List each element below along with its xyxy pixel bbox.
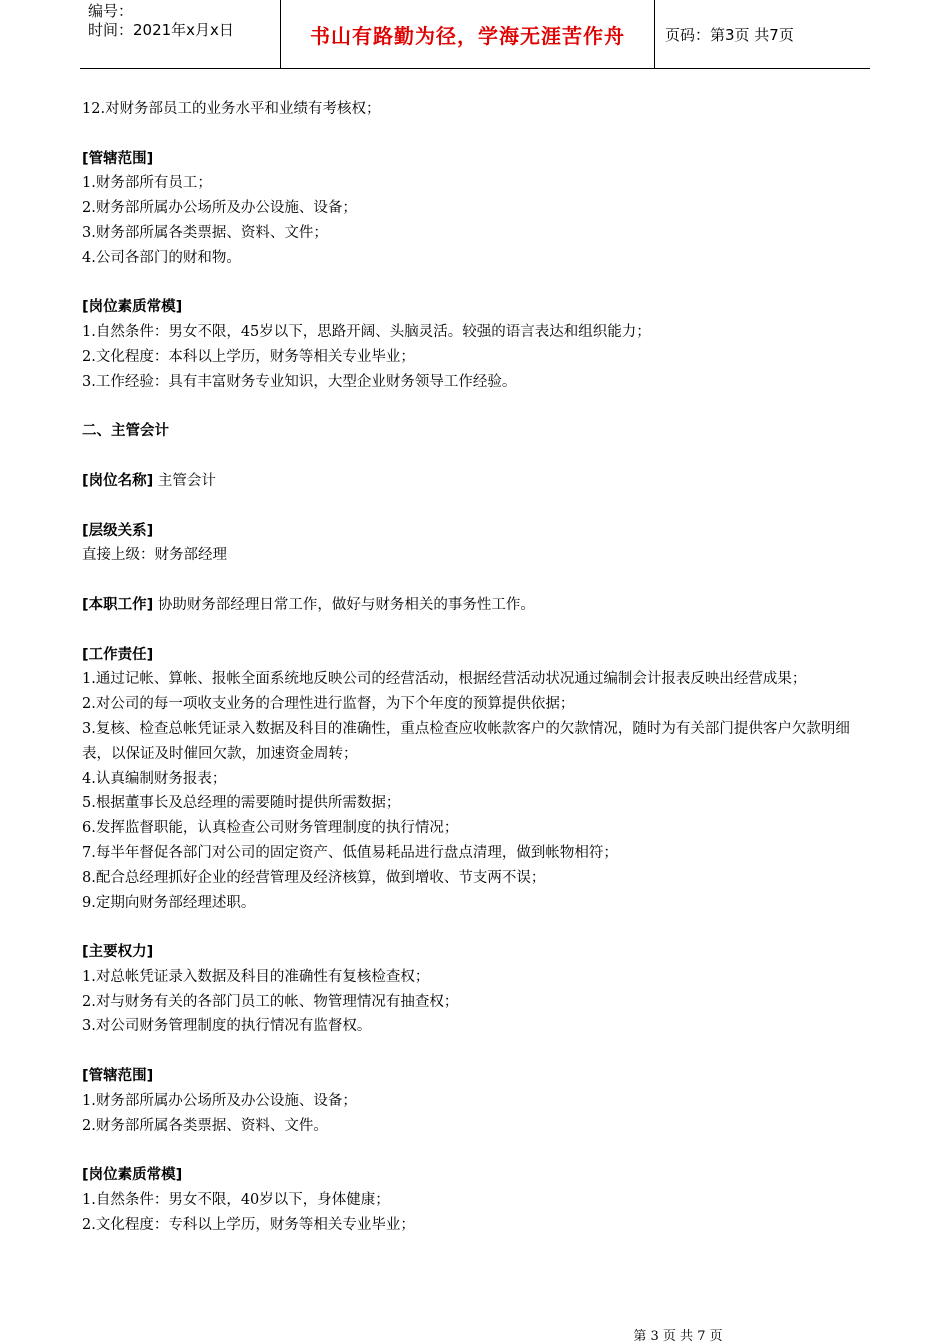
header-page-info: 页码：第3页 共7页 — [665, 25, 794, 44]
section-heading-qualification: [岗位素质常模] — [82, 299, 183, 316]
power-heading: [主要权力] — [82, 944, 154, 961]
list-item: 1.自然条件：男女不限，40岁以下，身体健康； — [82, 1192, 390, 1209]
responsibility-heading: [工作责任] — [82, 646, 154, 663]
paragraph-line: 12.对财务部员工的业务水平和业绩有考核权； — [82, 101, 381, 117]
qualification2-heading: [岗位素质常模] — [82, 1167, 183, 1184]
list-item: 2.对公司的每一项收支业务的合理性进行监督，为下个年度的预算提供依据； — [82, 696, 575, 713]
list-item: 3.对公司财务管理制度的执行情况有监督权。 — [82, 1018, 372, 1035]
scope2-heading: [管辖范围] — [82, 1068, 154, 1085]
list-item: 8.配合总经理抓好企业的经营管理及经济核算，做到增收、节支两不误； — [82, 869, 546, 886]
list-item: 3.工作经验：具有丰富财务专业知识，大型企业财务领导工作经验。 — [82, 373, 517, 390]
page-footer: 第 3 页 共 7 页 — [633, 1329, 723, 1344]
list-item: 2.文化程度：专科以上学历，财务等相关专业毕业； — [82, 1216, 415, 1233]
level-value: 直接上级：财务部经理 — [82, 547, 227, 564]
list-item: 2.对与财务有关的各部门员工的帐、物管理情况有抽查权； — [82, 993, 459, 1010]
header-left-cell — [80, 0, 281, 68]
post-name-heading: [岗位名称] — [82, 472, 154, 489]
header-number-label: 编号： — [88, 2, 134, 20]
page-header — [80, 0, 870, 69]
list-item: 2.财务部所属办公场所及办公设施、设备； — [82, 200, 357, 217]
list-item: 2.财务部所属各类票据、资料、文件。 — [82, 1117, 328, 1134]
header-motto: 书山有路勤为径，学海无涯苦作舟 — [281, 0, 655, 68]
list-item: 1.财务部所属办公场所及办公设施、设备； — [82, 1092, 357, 1109]
chapter-title: 二、主管会计 — [82, 423, 169, 440]
post-name-value: 主管会计 — [157, 472, 216, 489]
list-item: 6.发挥监督职能，认真检查公司财务管理制度的执行情况； — [82, 820, 459, 837]
list-item: 9.定期向财务部经理述职。 — [82, 894, 256, 911]
list-item: 1.通过记帐、算帐、报帐全面系统地反映公司的经营活动，根据经营活动状况通过编制会计报表反映出经营成果； — [82, 671, 807, 688]
list-item: 4.公司各部门的财和物。 — [82, 249, 241, 266]
section-heading-scope: [管辖范围] — [82, 150, 154, 167]
duty-line — [82, 593, 872, 618]
header-time-label: 时间：2021年x月x日 — [88, 21, 234, 39]
duty-heading: [本职工作] — [82, 596, 154, 613]
document-body — [82, 97, 872, 1238]
list-item: 3.财务部所属各类票据、资料、文件； — [82, 224, 328, 241]
list-item: 7.每半年督促各部门对公司的固定资产、低值易耗品进行盘点清理，做到帐物相符； — [82, 844, 618, 861]
list-item: 1.对总帐凭证录入数据及科目的准确性有复核检查权； — [82, 968, 430, 985]
list-item: 3.复核、检查总帐凭证录入数据及科目的准确性，重点检查应收帐款客户的欠款情况，随时为有关部门提供客户欠款明细表，以保证及时催回欠款，加速资金周转； — [82, 720, 850, 762]
list-item: 1.财务部所有员工； — [82, 175, 212, 192]
post-name-line — [82, 469, 872, 494]
list-item: 1.自然条件：男女不限，45岁以下，思路开阔、头脑灵活。较强的语言表达和组织能力； — [82, 324, 651, 341]
duty-value: 协助财务部经理日常工作，做好与财务相关的事务性工作。 — [157, 596, 535, 613]
list-item: 4.认真编制财务报表； — [82, 770, 227, 787]
level-heading: [层级关系] — [82, 522, 154, 539]
list-item: 5.根据董事长及总经理的需要随时提供所需数据； — [82, 795, 401, 812]
list-item: 2.文化程度：本科以上学历，财务等相关专业毕业； — [82, 348, 415, 365]
